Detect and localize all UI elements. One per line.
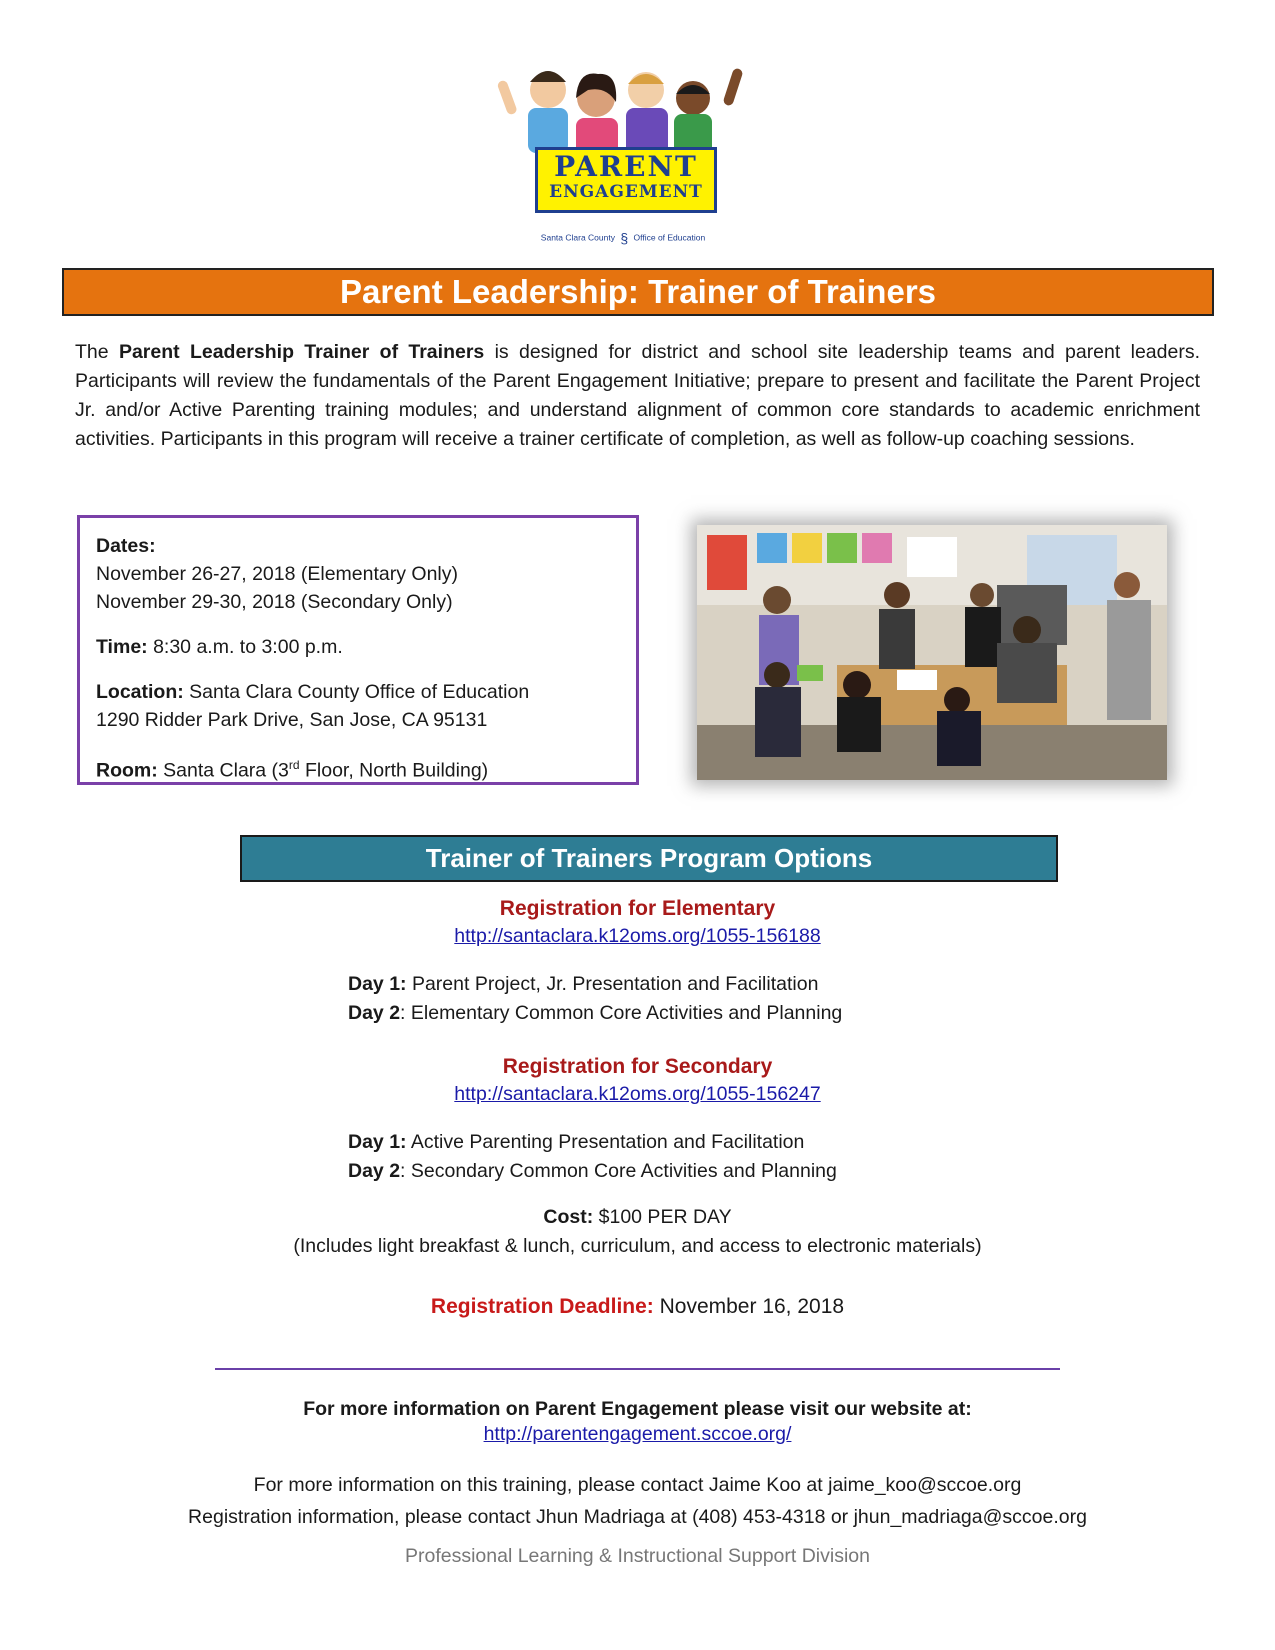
secondary-day2-label: Day 2 xyxy=(348,1160,401,1182)
logo-sign xyxy=(535,147,717,213)
elementary-day1-label: Day 1: xyxy=(348,973,407,995)
logo-org-right: Office of Education xyxy=(633,232,706,243)
time-label: Time: xyxy=(96,636,148,658)
secondary-day1-label: Day 1: xyxy=(348,1131,407,1153)
elementary-day2-label: Day 2 xyxy=(348,1002,401,1024)
dates-label: Dates: xyxy=(96,535,156,557)
room-line xyxy=(96,751,620,785)
secondary-link-row xyxy=(0,1083,1275,1106)
elementary-day1-text: Parent Project, Jr. Presentation and Facilitation xyxy=(406,973,819,995)
location-value: Santa Clara County Office of Education xyxy=(183,681,530,703)
date-secondary: November 29-30, 2018 (Secondary Only) xyxy=(96,591,453,613)
location-line xyxy=(96,678,620,706)
room-value-a: Santa Clara (3 xyxy=(157,759,289,782)
registration-contact: Registration information, please contact Jhun Madriaga at (408) 453-4318 or jhun_madriaga@sccoe.org xyxy=(188,1506,1087,1528)
elementary-link-row xyxy=(0,925,1275,948)
time-line xyxy=(96,633,620,661)
logo-people-illustration xyxy=(488,50,758,160)
divider xyxy=(215,1368,1060,1370)
parent-engagement-logo xyxy=(488,50,758,255)
secondary-day2 xyxy=(348,1157,837,1186)
website-link-row xyxy=(0,1423,1275,1446)
cost-label: Cost: xyxy=(543,1206,594,1228)
classroom-photo-illustration xyxy=(697,525,1167,780)
secondary-day1-text: Active Parenting Presentation and Facilitation xyxy=(406,1131,805,1153)
logo-word-engagement: ENGAGEMENT xyxy=(549,182,703,202)
secondary-day2-text: : Secondary Common Core Activities and Planning xyxy=(400,1160,837,1182)
room-value-b: Floor, North Building) xyxy=(299,759,489,782)
secondary-registration-link[interactable]: http://santaclara.k12oms.org/1055-156247 xyxy=(454,1083,821,1105)
deadline-label: Registration Deadline: xyxy=(430,1295,654,1318)
room-sup: rd xyxy=(288,758,300,772)
classroom-photo xyxy=(697,525,1167,780)
division-footer: Professional Learning & Instructional Support Division xyxy=(404,1545,870,1567)
intro-prefix: The xyxy=(75,341,119,363)
deadline-value: November 16, 2018 xyxy=(653,1295,845,1318)
elementary-registration-link[interactable]: http://santaclara.k12oms.org/1055-156188 xyxy=(454,925,821,947)
parent-engagement-website-link[interactable]: http://parentengagement.sccoe.org/ xyxy=(483,1423,792,1445)
logo-word-parent: PARENT xyxy=(554,150,698,183)
date-elementary: November 26-27, 2018 (Elementary Only) xyxy=(96,563,458,585)
elementary-day2-text: : Elementary Common Core Activities and Planning xyxy=(400,1002,843,1024)
program-options-header: Trainer of Trainers Program Options xyxy=(240,835,1058,882)
training-contact: For more information on this training, please contact Jaime Koo at jaime_koo@sccoe.org xyxy=(253,1474,1022,1496)
registration-deadline xyxy=(0,1295,1275,1319)
address-line: 1290 Ridder Park Drive, San Jose, CA 95131 xyxy=(96,709,488,731)
intro-paragraph xyxy=(75,338,1200,454)
emblem-icon: § xyxy=(620,230,629,246)
room-label: Room: xyxy=(96,759,158,782)
elementary-day1 xyxy=(348,970,818,999)
time-value: 8:30 a.m. to 3:00 p.m. xyxy=(147,636,343,658)
cost-note: (Includes light breakfast & lunch, curriculum, and access to electronic materials) xyxy=(293,1235,982,1257)
secondary-registration-title: Registration for Secondary xyxy=(502,1055,773,1078)
page-title: Parent Leadership: Trainer of Trainers xyxy=(62,268,1214,316)
logo-org-left: Santa Clara County xyxy=(540,232,615,243)
cost-value: $100 PER DAY xyxy=(593,1206,732,1228)
logo-organization xyxy=(488,230,758,246)
elementary-registration-title: Registration for Elementary xyxy=(499,897,776,920)
more-info-heading: For more information on Parent Engagement please visit our website at: xyxy=(303,1398,972,1420)
intro-program-name: Parent Leadership Trainer of Trainers xyxy=(118,341,485,363)
elementary-day2 xyxy=(348,999,842,1028)
secondary-day1 xyxy=(348,1128,804,1157)
intro-body: is designed for district and school site leadership teams and parent leaders. Participants will review the fundamentals of the Parent Engagement Initiative; prepare to present and facilitate the Parent Project Jr. and/or Active Parenting training modules; and understand alignment of common core standards to academic enrichment activities. Participants in this program will receive a trainer certificate of completion, as well as follow-up coaching sessions. xyxy=(75,341,1200,450)
event-details-box xyxy=(77,515,639,785)
location-label: Location: xyxy=(96,681,184,703)
cost-line xyxy=(0,1203,1275,1232)
